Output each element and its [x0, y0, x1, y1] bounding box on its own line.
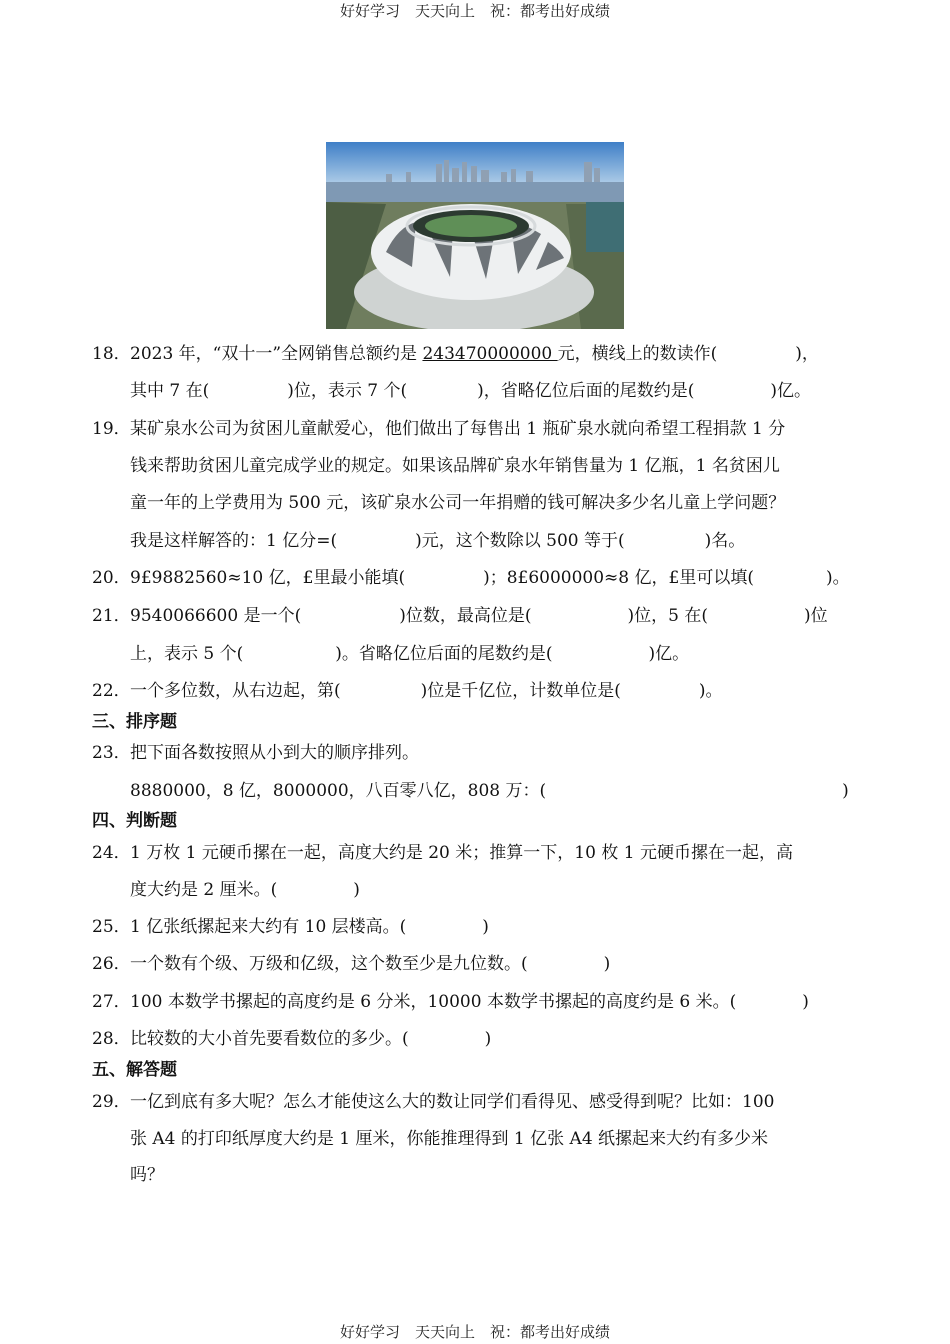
- question-19-line3: [130, 492, 785, 514]
- question-18-line1: [92, 343, 819, 365]
- question-text: ): [482, 917, 489, 937]
- question-26: [92, 953, 610, 975]
- question-text: )。省略亿位后面的尾数约是(: [335, 644, 553, 664]
- section-heading-judgment: 四、判断题: [92, 811, 177, 831]
- question-text: 童一年的上学费用为 500 元，该矿泉水公司一年捐赠的钱可解决多少名儿童上学问题？: [130, 493, 786, 513]
- question-text: ): [353, 880, 360, 900]
- question-text: ): [842, 781, 849, 801]
- question-text: 一个数有个级、万级和亿级，这个数至少是九位数。(: [130, 954, 528, 974]
- question-text: )名。: [704, 531, 746, 551]
- question-text: )元，这个数除以 500 等于(: [415, 531, 625, 551]
- question-text: ): [484, 1029, 492, 1049]
- question-number: 22．: [92, 681, 131, 701]
- question-text: 1 亿张纸摞起来大约有 10 层楼高。(: [130, 917, 407, 937]
- question-text: 度大约是 2 厘米。(: [130, 880, 278, 900]
- question-24-line1: [92, 842, 793, 864]
- question-number: 28．: [92, 1029, 131, 1049]
- question-29-line2: [130, 1128, 768, 1150]
- question-18-line2: [130, 380, 811, 402]
- page-footer: 好好学习 天天向上 祝：都考出好成绩: [339, 1323, 610, 1341]
- question-text: 钱来帮助贫困儿童完成学业的规定。如果该品牌矿泉水年销售量为 1 亿瓶，1 名贫困儿: [130, 456, 780, 476]
- question-23-line1: [92, 742, 419, 764]
- question-number: 27．: [92, 992, 131, 1012]
- question-text: 一个多位数，从右边起，第(: [130, 681, 341, 701]
- question-text: )位，表示 7 个(: [287, 381, 408, 401]
- question-19-line1: [92, 418, 785, 440]
- question-29-line3: [130, 1164, 164, 1186]
- question-text: 9£9882560≈10 亿，£里最小能填(: [130, 568, 406, 588]
- question-19-line2: [130, 455, 780, 477]
- question-text: )；8£6000000≈8 亿，£里可以填(: [483, 568, 754, 588]
- question-text: )位，5 在(: [627, 606, 708, 626]
- underlined-number: 243470000000: [422, 344, 558, 364]
- question-text: 一亿到底有多大呢？怎么才能使这么大的数让同学们看得见、感受得到呢？比如：100: [130, 1092, 775, 1112]
- question-text: )位: [803, 606, 828, 626]
- question-21-line2: [130, 643, 689, 665]
- question-text: )。: [825, 568, 850, 588]
- question-text: )，省略亿位后面的尾数约是(: [477, 381, 695, 401]
- question-text: )亿。: [648, 644, 690, 664]
- question-text: 吗？: [130, 1165, 164, 1185]
- question-text: )位是千亿位，计数单位是(: [420, 681, 621, 701]
- question-text: 8880000，8 亿，8000000，八百零八亿，808 万：(: [130, 781, 547, 801]
- question-29-line1: [92, 1091, 774, 1113]
- question-number: 23．: [92, 743, 131, 763]
- question-number: 24．: [92, 843, 131, 863]
- question-number: 29．: [92, 1092, 131, 1112]
- question-text: 9540066600 是一个(: [130, 606, 302, 626]
- question-text: 某矿泉水公司为贫困儿童献爱心，他们做出了每售出 1 瓶矿泉水就向希望工程捐款 1 分: [130, 419, 786, 439]
- question-text: )亿。: [770, 381, 812, 401]
- question-text: )。: [698, 681, 723, 701]
- question-text: 把下面各数按照从小到大的顺序排列。: [130, 743, 419, 763]
- question-21-line1: [92, 605, 828, 627]
- question-number: 20．: [92, 568, 131, 588]
- question-text: 元，横线上的数读作(: [557, 344, 718, 364]
- page-header: 好好学习 天天向上 祝：都考出好成绩: [339, 2, 610, 20]
- question-text: )，: [795, 344, 819, 364]
- question-text: 上，表示 5 个(: [130, 644, 244, 664]
- question-text: )位数，最高位是(: [399, 606, 532, 626]
- question-28: [92, 1028, 491, 1050]
- section-heading-answer: 五、解答题: [92, 1060, 177, 1080]
- stadium-photo: [326, 142, 624, 329]
- question-22: [92, 680, 723, 702]
- question-text: 张 A4 的打印纸厚度大约是 1 厘米，你能推理得到 1 亿张 A4 纸摞起来大约有多少米: [130, 1129, 769, 1149]
- question-24-line2: [130, 879, 360, 901]
- question-text: 我是这样解答的：1 亿分=(: [130, 531, 338, 551]
- question-text: 1 万枚 1 元硬币摞在一起，高度大约是 20 米；推算一下，10 枚 1 元硬币摞在一起，高: [130, 843, 793, 863]
- question-number: 26．: [92, 954, 131, 974]
- question-text: 其中 7 在(: [130, 381, 210, 401]
- question-number: 18．: [92, 344, 131, 364]
- question-23-line2: [130, 780, 849, 802]
- question-number: 25．: [92, 917, 131, 937]
- question-number: 19．: [92, 419, 131, 439]
- question-25: [92, 916, 489, 938]
- question-27: [92, 991, 809, 1013]
- question-text: ): [603, 954, 611, 974]
- question-text: 比较数的大小首先要看数位的多少。(: [130, 1029, 409, 1049]
- question-text: 2023 年，“双十一”全网销售总额约是: [130, 344, 423, 364]
- question-20: [92, 567, 850, 589]
- section-heading-sorting: 三、排序题: [92, 712, 177, 732]
- question-number: 21．: [92, 606, 131, 626]
- question-19-line4: [130, 530, 745, 552]
- question-text: ): [802, 992, 809, 1012]
- question-text: 100 本数学书摞起的高度约是 6 分米，10000 本数学书摞起的高度约是 6 米。(: [130, 992, 737, 1012]
